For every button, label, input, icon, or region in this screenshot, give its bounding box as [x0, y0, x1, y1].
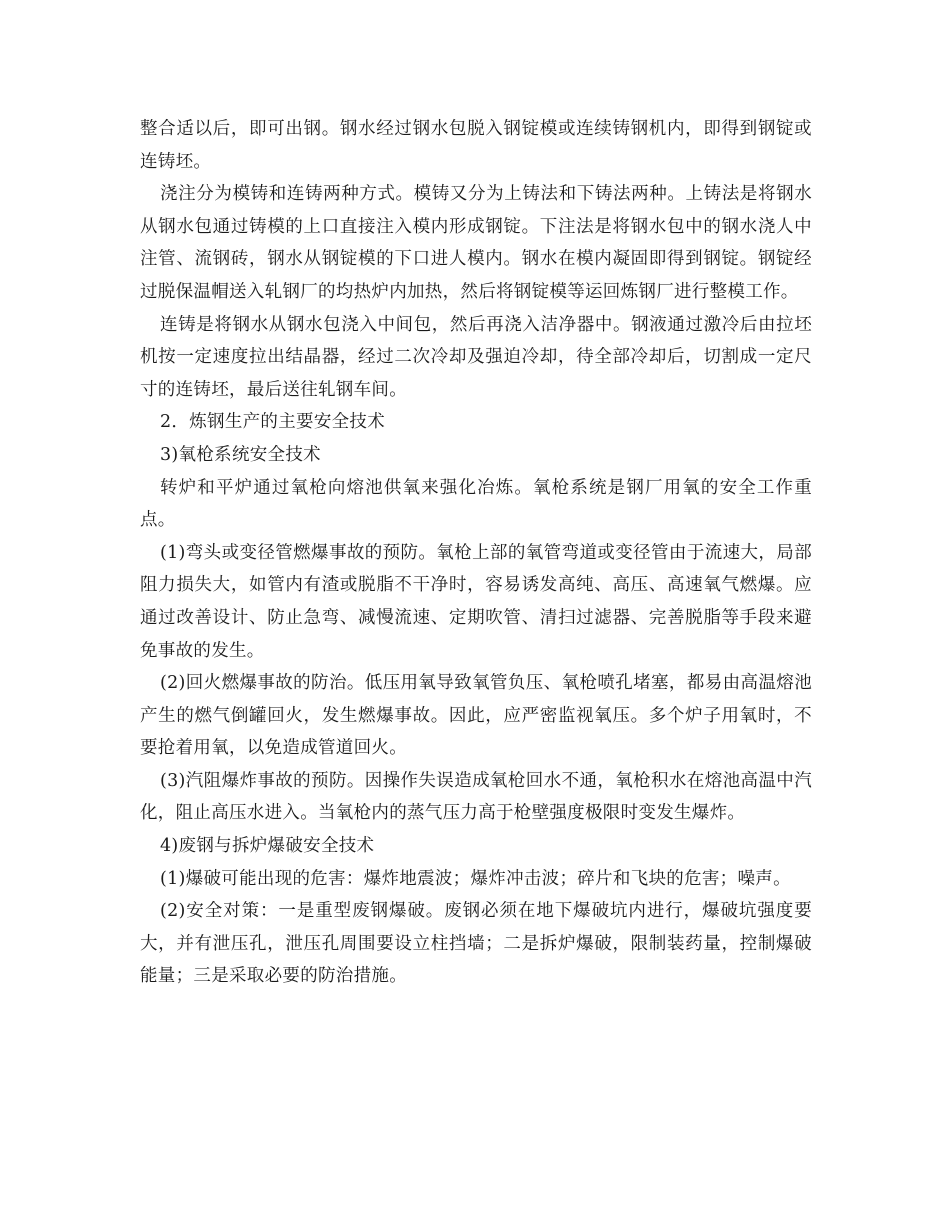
paragraph-2: 浇注分为模铸和连铸两种方式。模铸又分为上铸法和下铸法两种。上铸法是将钢水从钢水包通过铸模的上口直接注入模内形成钢锭。下注法是将钢水包中的钢水浇人中注管、流钢砖，钢水从钢锭模的下口进人模内。钢水在模内凝固即得到钢锭。钢锭经过脱保温帽送入轧钢厂的均热炉内加热，然后将钢锭模等运回炼钢厂进行整模工作。	[140, 184, 812, 302]
section-heading-2: 2．炼钢生产的主要安全技术	[160, 412, 386, 433]
subsection-heading-oxygen-lance: 3)氧枪系统安全技术	[160, 444, 321, 465]
paragraph-blasting-1: (1)爆破可能出现的危害：爆炸地震波；爆炸冲击波；碎片和飞块的危害；噪声。	[160, 868, 791, 889]
paragraph-item-3: (3)汽阻爆炸事故的预防。因操作失误造成氧枪回水不通，氧枪积水在熔池高温中汽化，阻止高压水进入。当氧枪内的蒸气压力高于枪壁强度极限时变发生爆炸。	[140, 770, 812, 824]
subsection-heading-blasting: 4)废钢与拆炉爆破安全技术	[160, 836, 375, 857]
paragraph-oxygen-intro: 转炉和平炉通过氧枪向熔池供氧来强化冶炼。氧枪系统是钢厂用氧的安全工作重点。	[140, 477, 812, 531]
paragraph-item-2: (2)回火燃爆事故的防治。低压用氧导致氧管负压、氧枪喷孔堵塞，都易由高温熔池产生的燃气倒罐回火，发生燃爆事故。因此，应严密监视氧压。多个炉子用氧时，不要抢着用氧，以免造成管道回火。	[140, 673, 812, 759]
paragraph-3: 连铸是将钢水从钢水包浇入中间包，然后再浇入洁净器中。钢液通过激冷后由拉坯机按一定速度拉出结晶器，经过二次冷却及强迫冷却，待全部冷却后，切割成一定尺寸的连铸坯，最后送往轧钢车间。	[140, 314, 812, 400]
document-body	[140, 113, 812, 993]
paragraph-blasting-2: (2)安全对策：一是重型废钢爆破。废钢必须在地下爆破坑内进行，爆破坑强度要大，并有泄压孔，泄压孔周围要设立柱挡墙；二是拆炉爆破，限制装药量，控制爆破能量；三是采取必要的防治措施。	[140, 901, 812, 987]
paragraph-item-1: (1)弯头或变径管燃爆事故的预防。氧枪上部的氧管弯道或变径管由于流速大，局部阻力损失大，如管内有渣或脱脂不干净时，容易诱发高纯、高压、高速氧气燃爆。应通过改善设计、防止急弯、减慢流速、定期吹管、清扫过滤器、完善脱脂等手段来避免事故的发生。	[140, 542, 812, 661]
paragraph-1: 整合适以后，即可出钢。钢水经过钢水包脱入钢锭模或连续铸钢机内，即得到钢锭或连铸坯。	[140, 119, 812, 172]
